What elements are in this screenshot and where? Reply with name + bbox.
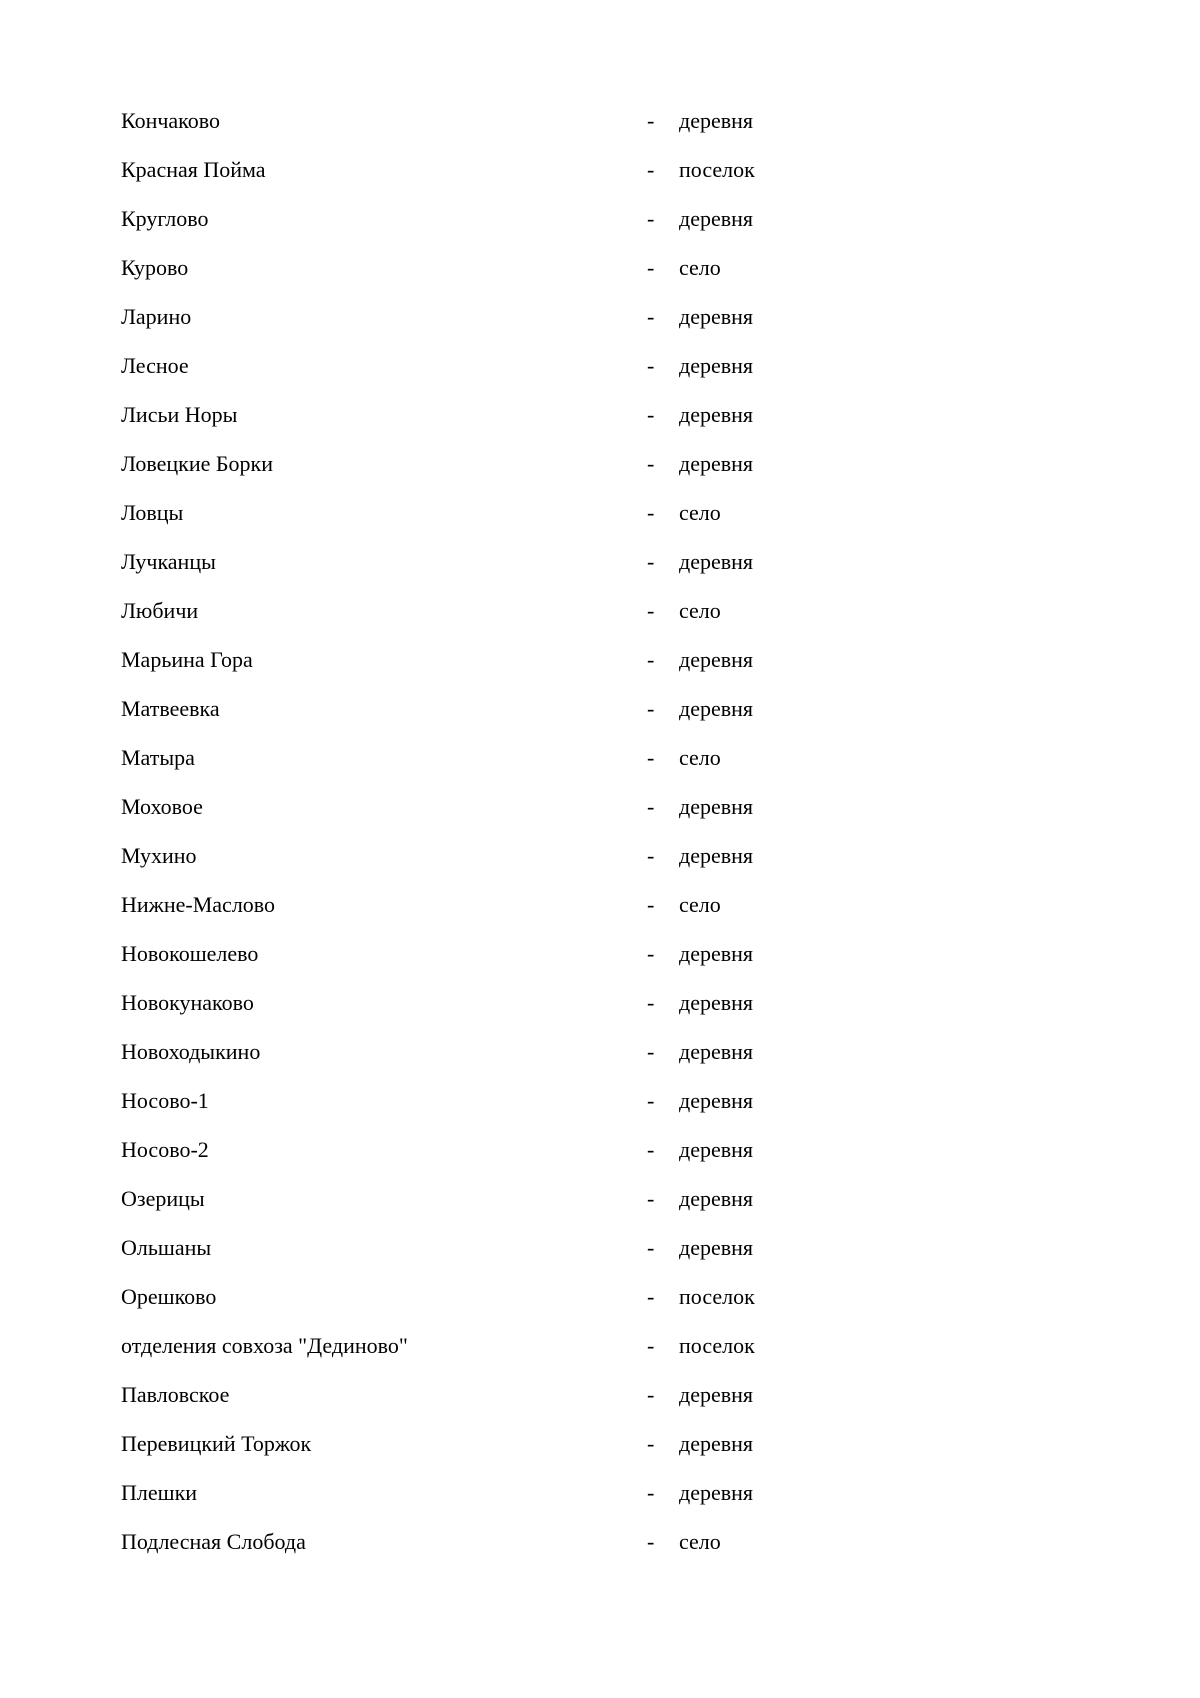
settlement-name: Лучканцы (121, 549, 216, 574)
settlement-name: Новокунаково (121, 990, 254, 1015)
settlement-type: деревня (679, 794, 754, 819)
settlement-name: Красная Пойма (121, 157, 266, 182)
settlement-type: село (679, 892, 721, 917)
settlement-type: деревня (679, 549, 754, 574)
settlement-row (121, 1282, 1021, 1331)
settlement-row (121, 939, 1021, 988)
settlement-row (121, 988, 1021, 1037)
settlement-type: деревня (679, 1088, 754, 1113)
separator-dash: - (647, 108, 655, 133)
separator-dash: - (647, 1137, 655, 1162)
settlement-name: Матвеевка (121, 696, 220, 721)
settlement-type: деревня (679, 206, 754, 231)
settlement-name: Ловцы (121, 500, 184, 525)
settlement-name: Новокошелево (121, 941, 259, 966)
settlement-type: поселок (679, 1284, 755, 1309)
settlement-name: Курово (121, 255, 189, 280)
settlement-name: Ольшаны (121, 1235, 212, 1260)
settlement-name: Мухино (121, 843, 197, 868)
settlement-name: Носово-1 (121, 1088, 209, 1113)
settlement-name: Нижне-Маслово (121, 892, 276, 917)
settlement-row (121, 694, 1021, 743)
settlement-type: деревня (679, 1137, 754, 1162)
separator-dash: - (647, 1431, 655, 1456)
settlement-list (121, 106, 1021, 1576)
separator-dash: - (647, 1186, 655, 1211)
separator-dash: - (647, 353, 655, 378)
settlement-row (121, 1331, 1021, 1380)
settlement-name: Матыра (121, 745, 195, 770)
settlement-row (121, 155, 1021, 204)
settlement-row (121, 253, 1021, 302)
settlement-row (121, 1429, 1021, 1478)
separator-dash: - (647, 304, 655, 329)
settlement-name: отделения совхоза "Дединово" (121, 1333, 408, 1358)
separator-dash: - (647, 1235, 655, 1260)
settlement-type: деревня (679, 990, 754, 1015)
settlement-type: деревня (679, 304, 754, 329)
settlement-row (121, 890, 1021, 939)
settlement-row (121, 1527, 1021, 1576)
separator-dash: - (647, 1480, 655, 1505)
separator-dash: - (647, 1382, 655, 1407)
settlement-name: Ларино (121, 304, 192, 329)
settlement-type: деревня (679, 1431, 754, 1456)
settlement-name: Лисьи Норы (121, 402, 238, 427)
separator-dash: - (647, 402, 655, 427)
settlement-row (121, 1478, 1021, 1527)
settlement-name: Марьина Гора (121, 647, 253, 672)
settlement-type: деревня (679, 843, 754, 868)
settlement-name: Плешки (121, 1480, 198, 1505)
separator-dash: - (647, 500, 655, 525)
settlement-row (121, 1037, 1021, 1086)
settlement-row (121, 1380, 1021, 1429)
settlement-name: Озерицы (121, 1186, 205, 1211)
settlement-type: деревня (679, 647, 754, 672)
separator-dash: - (647, 941, 655, 966)
settlement-type: деревня (679, 1382, 754, 1407)
settlement-type: деревня (679, 1480, 754, 1505)
separator-dash: - (647, 157, 655, 182)
separator-dash: - (647, 1529, 655, 1554)
settlement-type: деревня (679, 1039, 754, 1064)
settlement-row (121, 400, 1021, 449)
settlement-name: Носово-2 (121, 1137, 209, 1162)
settlement-name: Орешково (121, 1284, 217, 1309)
settlement-row (121, 204, 1021, 253)
separator-dash: - (647, 990, 655, 1015)
settlement-row (121, 498, 1021, 547)
settlement-row (121, 351, 1021, 400)
separator-dash: - (647, 892, 655, 917)
settlement-type: деревня (679, 1235, 754, 1260)
separator-dash: - (647, 843, 655, 868)
separator-dash: - (647, 598, 655, 623)
settlement-row (121, 1086, 1021, 1135)
settlement-row (121, 841, 1021, 890)
separator-dash: - (647, 206, 655, 231)
separator-dash: - (647, 1088, 655, 1113)
settlement-type: поселок (679, 1333, 755, 1358)
settlement-type: деревня (679, 108, 754, 133)
settlement-name: Ловецкие Борки (121, 451, 273, 476)
settlement-name: Кончаково (121, 108, 220, 133)
settlement-name: Лесное (121, 353, 189, 378)
settlement-name: Подлесная Слобода (121, 1529, 306, 1554)
settlement-type: деревня (679, 402, 754, 427)
settlement-type: село (679, 1529, 721, 1554)
separator-dash: - (647, 745, 655, 770)
settlement-type: деревня (679, 353, 754, 378)
separator-dash: - (647, 696, 655, 721)
settlement-type: поселок (679, 157, 755, 182)
settlement-type: село (679, 500, 721, 525)
settlement-type: деревня (679, 1186, 754, 1211)
separator-dash: - (647, 647, 655, 672)
settlement-name: Круглово (121, 206, 209, 231)
settlement-row (121, 1184, 1021, 1233)
settlement-row (121, 743, 1021, 792)
settlement-row (121, 596, 1021, 645)
separator-dash: - (647, 1333, 655, 1358)
settlement-type: деревня (679, 941, 754, 966)
settlement-row (121, 645, 1021, 694)
separator-dash: - (647, 1039, 655, 1064)
separator-dash: - (647, 794, 655, 819)
separator-dash: - (647, 255, 655, 280)
settlement-row (121, 449, 1021, 498)
settlement-row (121, 106, 1021, 155)
settlement-name: Перевицкий Торжок (121, 1431, 312, 1456)
separator-dash: - (647, 451, 655, 476)
settlement-type: село (679, 255, 721, 280)
settlement-row (121, 792, 1021, 841)
settlement-type: деревня (679, 696, 754, 721)
settlement-name: Павловское (121, 1382, 230, 1407)
settlement-row (121, 302, 1021, 351)
settlement-type: село (679, 598, 721, 623)
settlement-row (121, 1233, 1021, 1282)
settlement-name: Моховое (121, 794, 203, 819)
settlement-name: Новоходыкино (121, 1039, 261, 1064)
separator-dash: - (647, 549, 655, 574)
settlement-type: село (679, 745, 721, 770)
settlement-row (121, 547, 1021, 596)
settlement-row (121, 1135, 1021, 1184)
settlement-name: Любичи (121, 598, 199, 623)
settlement-type: деревня (679, 451, 754, 476)
separator-dash: - (647, 1284, 655, 1309)
